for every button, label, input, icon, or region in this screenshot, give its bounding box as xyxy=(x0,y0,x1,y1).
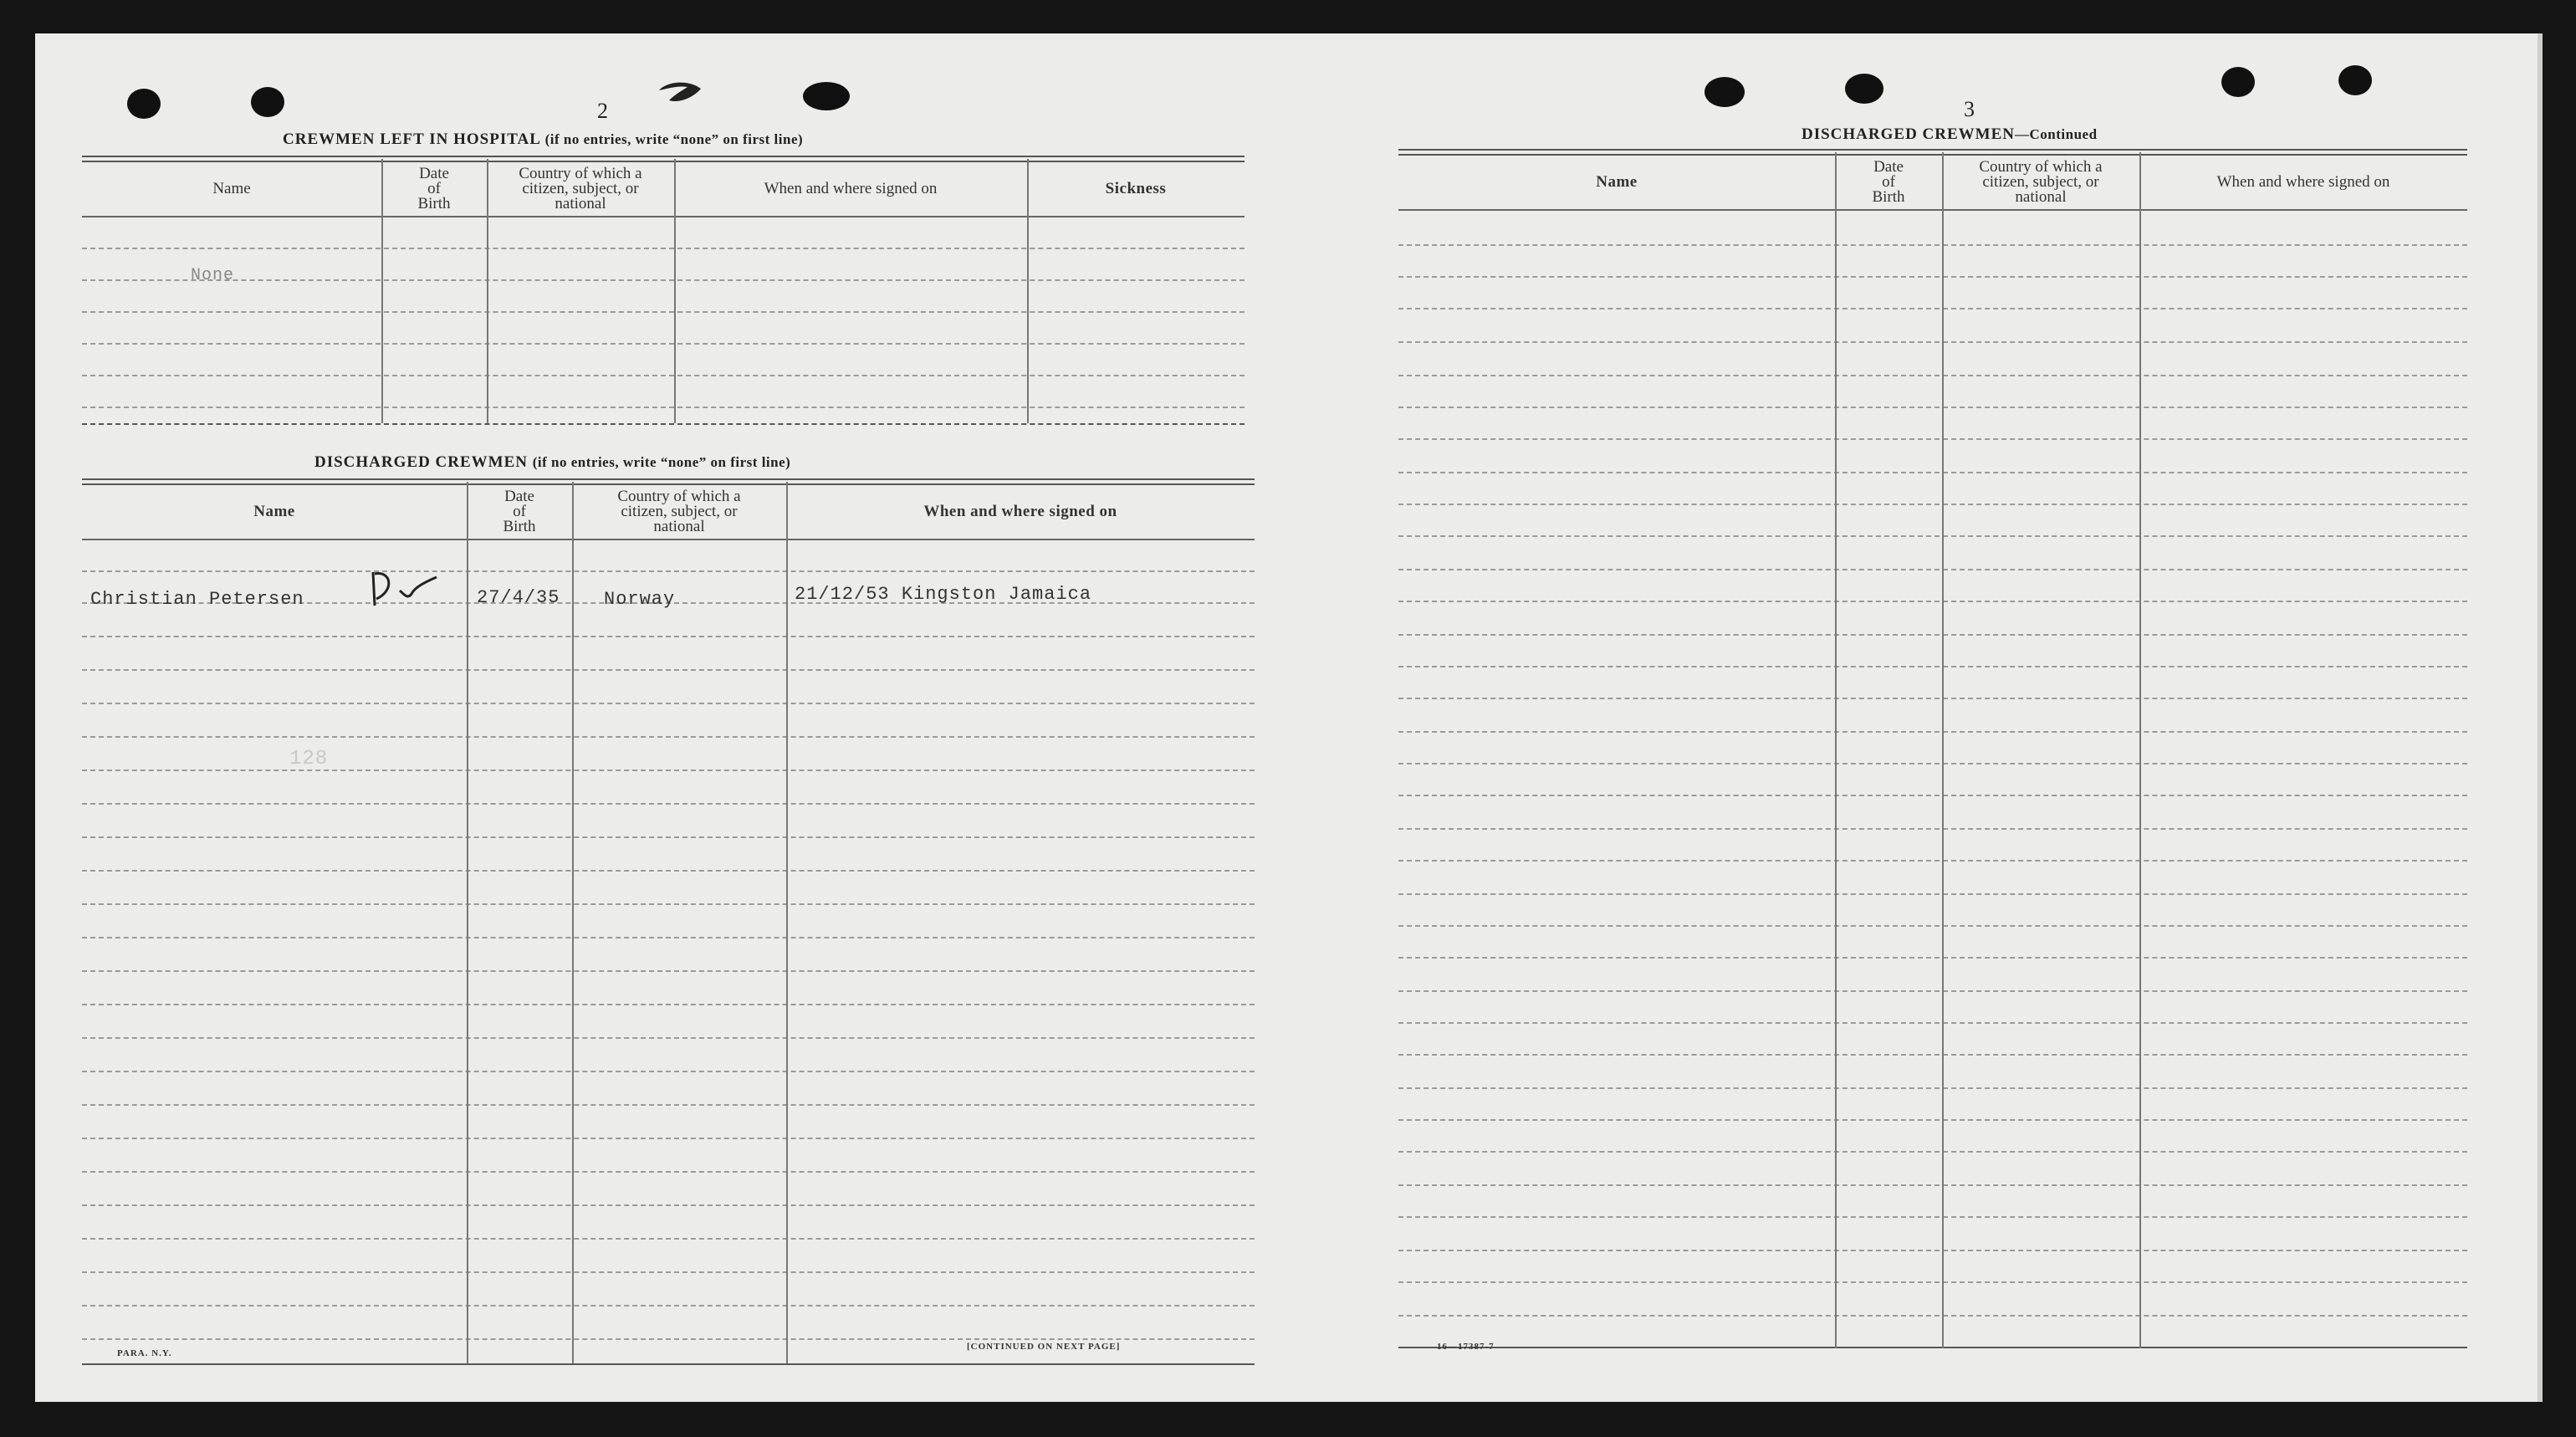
entry-line xyxy=(1398,438,2467,440)
entry-line xyxy=(82,279,1245,281)
discharged-subtitle: (if no entries, write “none” on first line) xyxy=(532,454,791,470)
entry-line xyxy=(82,570,1255,572)
table-top-rule xyxy=(82,478,1255,480)
discharged-table xyxy=(82,478,1255,1368)
entry-line xyxy=(1398,990,2467,992)
entry-line xyxy=(82,736,1255,738)
header-bottom-rule xyxy=(82,539,1255,540)
row-name: Christian Petersen xyxy=(90,589,304,610)
column-divider xyxy=(467,482,468,1363)
punch-hole xyxy=(251,87,284,117)
sheet-edge xyxy=(2538,33,2543,1402)
table-top-rule xyxy=(1398,149,2467,151)
entry-line xyxy=(82,407,1245,408)
right-title: DISCHARGED CREWMEN xyxy=(1802,125,2015,143)
entry-line xyxy=(82,1104,1255,1106)
entry-line xyxy=(1398,1022,2467,1024)
entry-line xyxy=(82,669,1255,671)
entry-line xyxy=(82,248,1245,249)
discharged-continued-table xyxy=(1398,149,2467,1360)
entry-line xyxy=(1398,731,2467,733)
discharged-section-title xyxy=(314,453,790,472)
entry-line xyxy=(82,1204,1255,1206)
entry-line xyxy=(82,1271,1255,1273)
entry-line xyxy=(1398,535,2467,537)
col-header-country: Country of which a citizen, subject, or national xyxy=(519,165,642,212)
col-header-dob: Date of Birth xyxy=(417,165,451,212)
punch-hole xyxy=(127,89,161,119)
entry-line xyxy=(1398,1216,2467,1218)
entry-line xyxy=(1398,244,2467,246)
entry-line xyxy=(1398,504,2467,505)
entry-line xyxy=(82,903,1255,905)
col-header-signed-on: When and where signed on xyxy=(764,180,938,197)
right-section-title xyxy=(1802,125,2098,144)
table-top-rule xyxy=(82,156,1245,157)
entry-line xyxy=(1398,1087,2467,1089)
col-header-name: Name xyxy=(253,503,295,520)
column-divider xyxy=(1835,152,1837,1348)
bleed-through-number: 128 xyxy=(289,748,329,770)
column-divider xyxy=(1942,152,1944,1348)
col-header-country: Country of which a citizen, subject, or national xyxy=(617,488,741,535)
entry-line xyxy=(1398,1054,2467,1056)
entry-line xyxy=(1398,1184,2467,1186)
entry-line xyxy=(82,343,1245,345)
entry-line xyxy=(1398,795,2467,796)
entry-line xyxy=(82,1004,1255,1005)
entry-line xyxy=(82,770,1255,771)
entry-line xyxy=(1398,308,2467,309)
punch-hole xyxy=(1845,74,1883,104)
entry-line xyxy=(1398,276,2467,278)
footer-printer: PARA. N.Y. xyxy=(117,1348,172,1358)
entry-line xyxy=(1398,1315,2467,1317)
entry-line xyxy=(1398,341,2467,343)
entry-line xyxy=(82,1171,1255,1173)
entry-line xyxy=(82,636,1255,637)
col-header-signed-on: When and where signed on xyxy=(923,503,1117,520)
hospital-table xyxy=(82,156,1245,425)
document-sheet xyxy=(35,33,2543,1402)
entry-line xyxy=(1398,1119,2467,1121)
hospital-section-title xyxy=(283,130,803,149)
entry-line xyxy=(1398,1281,2467,1283)
header-bottom-rule xyxy=(82,216,1245,217)
table-bottom-rule xyxy=(82,1363,1255,1365)
entry-line xyxy=(82,1071,1255,1072)
entry-line xyxy=(82,311,1245,313)
punch-hole xyxy=(1705,77,1745,107)
entry-line xyxy=(82,1037,1255,1039)
col-header-signed-on: When and where signed on xyxy=(2216,173,2390,191)
entry-line xyxy=(1398,893,2467,895)
header-bottom-rule xyxy=(1398,209,2467,211)
entry-line xyxy=(82,1238,1255,1240)
row-signed-on: 21/12/53 Kingston Jamaica xyxy=(795,584,1092,605)
entry-line xyxy=(82,375,1245,376)
col-header-name: Name xyxy=(1596,173,1638,191)
entry-line xyxy=(1398,472,2467,473)
page-number-right: 3 xyxy=(1964,97,1975,121)
col-header-dob: Date of Birth xyxy=(1872,158,1905,206)
hospital-subtitle: (if no entries, write “none” on first line) xyxy=(544,131,804,147)
column-divider xyxy=(572,482,574,1363)
footer-continued: [CONTINUED ON NEXT PAGE] xyxy=(967,1342,1121,1352)
col-header-name: Name xyxy=(212,180,251,197)
entry-line xyxy=(1398,569,2467,570)
entry-line xyxy=(1398,1151,2467,1153)
table-bottom-rule xyxy=(1398,1347,2467,1348)
punch-hole xyxy=(803,82,850,110)
entry-line xyxy=(1398,860,2467,862)
page-number-left: 2 xyxy=(597,99,608,123)
footer-form-number: 16—17387-7 xyxy=(1437,1342,1495,1352)
entry-line xyxy=(82,836,1255,838)
entry-line xyxy=(1398,828,2467,830)
entry-line xyxy=(1398,698,2467,699)
entry-line xyxy=(1398,407,2467,408)
entry-line xyxy=(82,1338,1255,1340)
entry-line xyxy=(1398,634,2467,636)
discharged-title: DISCHARGED CREWMEN xyxy=(314,453,528,471)
hospital-entry-none: None xyxy=(191,266,235,285)
hospital-title: CREWMEN LEFT IN HOSPITAL xyxy=(283,130,540,148)
entry-line xyxy=(1398,666,2467,667)
handwritten-initials-mark xyxy=(366,565,442,612)
entry-line xyxy=(1398,1250,2467,1251)
entry-line xyxy=(82,970,1255,972)
entry-line xyxy=(1398,957,2467,959)
column-divider xyxy=(2139,152,2141,1348)
entry-line xyxy=(82,1138,1255,1139)
entry-line xyxy=(1398,601,2467,602)
column-divider xyxy=(786,482,788,1363)
col-header-sickness: Sickness xyxy=(1105,180,1167,197)
col-header-country: Country of which a citizen, subject, or national xyxy=(1979,158,2103,206)
entry-line xyxy=(82,937,1255,938)
col-header-dob: Date of Birth xyxy=(503,488,536,535)
punch-hole xyxy=(2338,65,2372,95)
row-dob: 27/4/35 xyxy=(477,587,560,608)
entry-line xyxy=(1398,375,2467,376)
entry-line xyxy=(82,1305,1255,1307)
entry-line xyxy=(1398,763,2467,765)
right-title-suffix: —Continued xyxy=(2015,126,2098,142)
table-bottom-rule xyxy=(82,423,1245,425)
torn-hole-mark xyxy=(654,79,704,112)
row-country: Norway xyxy=(604,589,676,610)
entry-line xyxy=(1398,925,2467,927)
entry-line xyxy=(82,870,1255,872)
entry-line xyxy=(82,803,1255,805)
entry-line xyxy=(82,703,1255,704)
punch-hole xyxy=(2221,67,2255,97)
